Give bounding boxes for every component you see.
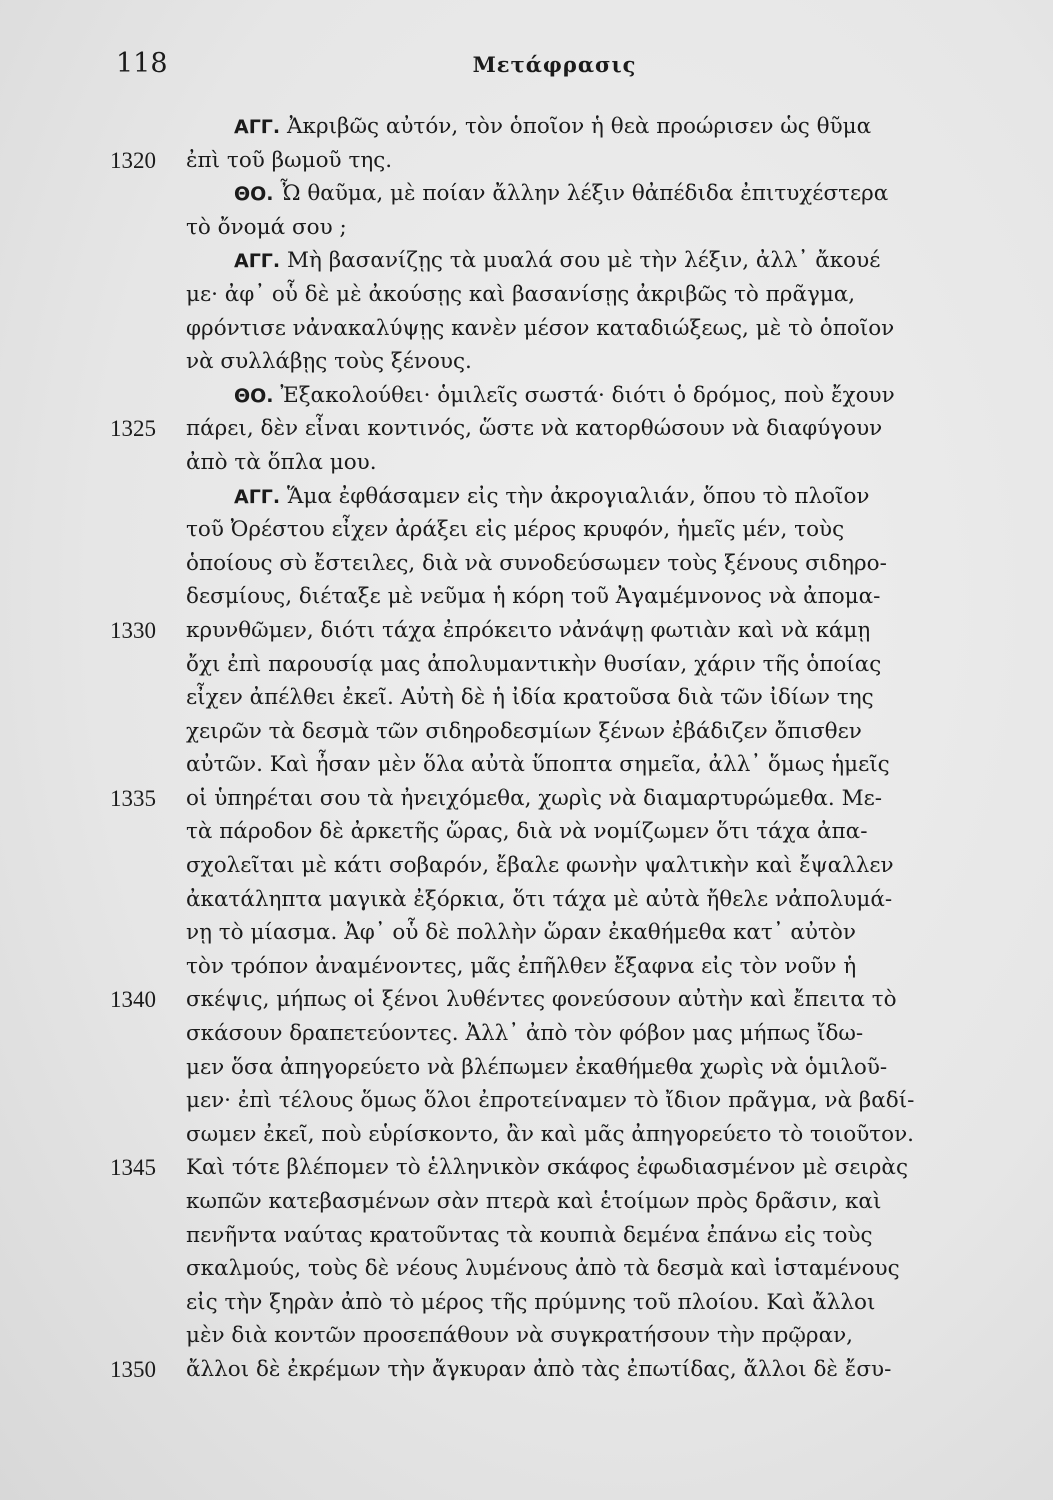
line-text [186, 983, 897, 1017]
text-line [110, 110, 1050, 144]
line-number: 1350 [110, 1356, 156, 1382]
text-line [110, 1319, 1050, 1353]
line-text [186, 1084, 914, 1118]
line-content: τοῦ Ὀρέστου εἶχεν ἀράξει εἰς μέρος κρυφόν, ἡμεῖς μέν, τοὺς [186, 517, 845, 543]
text-line [110, 1051, 1050, 1085]
text-line [110, 849, 1050, 883]
line-number: 1330 [110, 617, 156, 643]
speaker-label: ΑΓΓ. [234, 485, 281, 508]
text-line [110, 446, 1050, 480]
line-content: σκαλμούς, τοὺς δὲ νέους λυμένους ἀπὸ τὰ δεσμὰ καὶ ἱσταμένους [186, 1256, 900, 1282]
text-line [110, 983, 1050, 1017]
line-content: πάρει, δὲν εἶναι κοντινός, ὥστε νὰ κατορθώσουν νὰ διαφύγουν [186, 416, 883, 442]
line-content: ἀπὸ τὰ ὅπλα μου. [186, 449, 377, 475]
text-line [110, 1252, 1050, 1286]
line-content: με· ἀφ᾽ οὗ δὲ μὲ ἀκούσῃς καὶ βασανίσῃς ἀκριβῶς τὸ πρᾶγμα, [186, 281, 856, 307]
line-text [186, 782, 882, 816]
line-content: τὸν τρόπον ἀναμένοντες, μᾶς ἐπῆλθεν ἔξαφνα εἰς τὸν νοῦν ἡ [186, 953, 857, 979]
text-line [110, 916, 1050, 950]
line-content: νῃ τὸ μίασμα. Ἀφ᾽ οὗ δὲ πολλὴν ὥραν ἐκαθήμεθα κατ᾽ αὐτὸν [186, 920, 856, 946]
line-text [186, 883, 892, 917]
line-text [186, 715, 862, 749]
line-content: μὲν διὰ κοντῶν προσεπάθουν νὰ συγκρατήσουν τὴν πρῷραν, [186, 1323, 853, 1349]
line-content: κωπῶν κατεβασμένων σὰν πτερὰ καὶ ἑτοίμων πρὸς δρᾶσιν, καὶ [186, 1189, 882, 1214]
text-line [110, 144, 1050, 178]
line-content: εἶχεν ἀπέλθει ἐκεῖ. Αὐτὴ δὲ ἡ ἰδία κρατοῦσα διὰ τῶν ἰδίων της [186, 685, 874, 711]
page-header [116, 48, 993, 88]
line-text [234, 379, 895, 414]
text-line [110, 782, 1050, 816]
text-line [110, 412, 1050, 446]
text-line [110, 1017, 1050, 1051]
line-text [186, 1151, 908, 1185]
line-content: Ἀκριβῶς αὐτόν, τὸν ὁποῖον ἡ θεὰ προώρισεν ὡς θῦμα [280, 114, 872, 139]
text-line [110, 1151, 1050, 1185]
text-line [110, 345, 1050, 379]
text-line [110, 379, 1050, 413]
line-content: τὰ πάροδον δὲ ἀρκετῆς ὥρας, διὰ νὰ νομίζωμεν ὅτι τάχα ἀπα- [186, 819, 868, 845]
line-text [186, 513, 844, 547]
line-text [186, 1353, 891, 1387]
text-line [110, 715, 1050, 749]
text-line [110, 1286, 1050, 1320]
line-content: αὐτῶν. Καὶ ἦσαν μὲν ὅλα αὐτὰ ὕποπτα σημεῖα, ἀλλ᾽ ὅμως ἡμεῖς [186, 752, 890, 778]
line-text [186, 916, 856, 950]
line-text [186, 412, 882, 446]
line-text [234, 110, 871, 145]
line-content: ἐπὶ τοῦ βωμοῦ της. [186, 147, 393, 173]
line-content: Ἐξακολούθει· ὁμιλεῖς σωστά· διότι ὁ δρόμος, ποὺ ἔχουν [273, 382, 895, 408]
line-text [186, 1017, 863, 1051]
text-line [110, 211, 1050, 245]
line-content: σκέψις, μήπως οἱ ξένοι λυθέντες φονεύσουν αὐτὴν καὶ ἔπειτα τὸ [186, 987, 897, 1013]
line-content: Μὴ βασανίζῃς τὰ μυαλά σου μὲ τὴν λέξιν, ἀλλ᾽ ἄκουέ [280, 248, 881, 274]
line-text [186, 211, 347, 245]
text-line [110, 648, 1050, 682]
line-content: Ὦ θαῦμα, μὲ ποίαν ἄλλην λέξιν θἀπέδιδα ἐπιτυχέστερα [273, 181, 889, 207]
line-number: 1325 [110, 416, 156, 442]
line-text [186, 681, 874, 715]
page-number: 118 [116, 48, 168, 79]
line-text [186, 1051, 887, 1085]
text-body [110, 110, 1050, 1387]
line-number: 1345 [110, 1155, 156, 1181]
text-line [110, 681, 1050, 715]
line-text [186, 950, 856, 984]
line-content: ὄχι ἐπὶ παρουσίᾳ μας ἀπολυμαντικὴν θυσίαν, χάριν τῆς ὁποίας [186, 651, 882, 677]
line-content: σωμεν ἐκεῖ, ποὺ εὑρίσκοντο, ἂν καὶ μᾶς ἀπηγορεύετο τὸ τοιοῦτον. [186, 1121, 915, 1147]
text-line [110, 1084, 1050, 1118]
text-line [110, 580, 1050, 614]
line-content: ἀκατάληπτα μαγικὰ ἐξόρκια, ὅτι τάχα μὲ αὐτὰ ἤθελε νἀπολυμά- [186, 886, 893, 912]
speaker-label: ΑΓΓ. [234, 116, 281, 138]
line-text [186, 1185, 881, 1219]
line-content: σχολεῖται μὲ κάτι σοβαρόν, ἔβαλε φωνὴν ψαλτικὴν καὶ ἔψαλλεν [186, 853, 894, 879]
text-line [110, 513, 1050, 547]
line-content: Καὶ τότε βλέπομεν τὸ ἑλληνικὸν σκάφος ἐφωδιασμένον μὲ σειρὰς [186, 1155, 908, 1181]
text-line [110, 547, 1050, 581]
line-text [234, 480, 870, 515]
line-content: ἄλλοι δὲ ἐκρέμων τὴν ἄγκυραν ἀπὸ τὰς ἐπωτίδας, ἄλλοι δὲ ἔσυ- [186, 1356, 892, 1382]
line-content: μεν· ἐπὶ τέλους ὅμως ὅλοι ἐπροτείναμεν τὸ ἴδιον πρᾶγμα, νὰ βαδί- [186, 1088, 915, 1114]
line-text [186, 815, 867, 849]
line-number: 1320 [110, 147, 156, 173]
speaker-label: ΑΓΓ. [234, 250, 281, 273]
speaker-label: ΘΟ. [234, 384, 274, 407]
line-text [186, 648, 881, 682]
line-number: 1335 [110, 785, 156, 811]
line-text [186, 312, 894, 346]
text-line [110, 1185, 1050, 1219]
line-text [186, 144, 392, 178]
running-title: Μετάφρασις [472, 52, 637, 77]
text-line [110, 748, 1050, 782]
line-text [186, 1219, 873, 1253]
text-line [110, 177, 1050, 211]
line-content: πενῆντα ναύτας κρατοῦντας τὰ κουπιὰ δεμένα ἐπάνω εἰς τοὺς [186, 1222, 873, 1248]
line-text [186, 1252, 900, 1286]
line-text [234, 177, 888, 212]
line-content: Ἅμα ἐφθάσαμεν εἰς τὴν ἀκρογιαλιάν, ὅπου τὸ πλοῖον [280, 483, 870, 509]
line-content: φρόντισε νἀνακαλύψῃς κανὲν μέσον καταδιώξεως, μὲ τὸ ὁποῖον [186, 315, 895, 341]
text-line [110, 614, 1050, 648]
line-text [186, 1286, 875, 1320]
line-text [186, 278, 855, 312]
text-line [110, 950, 1050, 984]
line-text [234, 244, 880, 279]
line-content: εἰς τὴν ξηρὰν ἀπὸ τὸ μέρος τῆς πρύμνης τοῦ πλοίου. Καὶ ἄλλοι [186, 1289, 876, 1315]
line-text [186, 1118, 914, 1152]
line-text [186, 849, 894, 883]
text-line [110, 244, 1050, 278]
line-content: νὰ συλλάβῃς τοὺς ξένους. [186, 349, 472, 375]
line-content: μεν ὅσα ἀπηγορεύετο νὰ βλέπωμεν ἐκαθήμεθα χωρὶς νὰ ὁμιλοῦ- [186, 1054, 888, 1080]
text-line [110, 1219, 1050, 1253]
line-content: χειρῶν τὰ δεσμὰ τῶν σιδηροδεσμίων ξένων ἐβάδιζεν ὄπισθεν [186, 718, 862, 744]
line-text [186, 748, 890, 782]
text-line [110, 312, 1050, 346]
text-line [110, 278, 1050, 312]
text-line [110, 1353, 1050, 1387]
speaker-label: ΘΟ. [234, 183, 274, 206]
line-content: κρυνθῶμεν, διότι τάχα ἐπρόκειτο νἀνάψῃ φωτιὰν καὶ νὰ κάμῃ [186, 617, 871, 643]
text-line [110, 883, 1050, 917]
line-content: ὁποίους σὺ ἔστειλες, διὰ νὰ συνοδεύσωμεν τοὺς ξένους σιδηρο- [186, 550, 887, 576]
line-text [186, 345, 472, 379]
text-line [110, 815, 1050, 849]
line-text [186, 614, 870, 648]
line-text [186, 547, 887, 581]
line-text [186, 446, 377, 480]
line-text [186, 1319, 853, 1353]
line-number: 1340 [110, 987, 156, 1013]
line-content: δεσμίους, διέταξε μὲ νεῦμα ἡ κόρη τοῦ Ἀγαμέμνονος νὰ ἀπομα- [186, 584, 881, 610]
text-line [110, 480, 1050, 514]
line-text [186, 580, 880, 614]
line-content: τὸ ὄνομά σου ; [186, 214, 347, 240]
text-line [110, 1118, 1050, 1152]
line-content: οἱ ὑπηρέται σου τὰ ἠνειχόμεθα, χωρὶς νὰ διαμαρτυρώμεθα. Με- [186, 785, 882, 811]
line-content: σκάσουν δραπετεύοντες. Ἀλλ᾽ ἀπὸ τὸν φόβον μας μήπως ἴδω- [186, 1021, 864, 1047]
